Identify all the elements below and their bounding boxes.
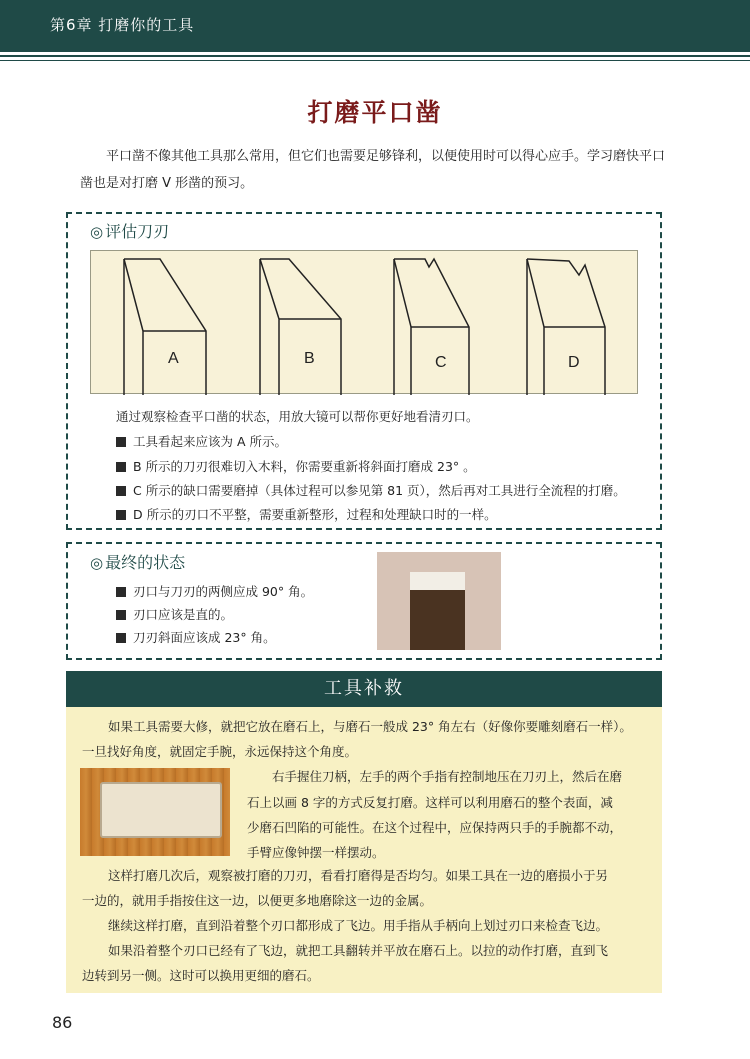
header-divider-thin bbox=[0, 60, 750, 61]
sharpening-stone-shape bbox=[100, 782, 222, 838]
chisel-b-outline bbox=[260, 259, 341, 395]
final-bullet-1 bbox=[116, 582, 313, 600]
assess-caption: 通过观察检查平口凿的状态，用放大镜可以帮你更好地看清刃口。 bbox=[116, 409, 479, 424]
square-bullet-icon bbox=[116, 610, 126, 620]
rescue-line: 一旦找好角度，就固定手腕，永远保持这个角度。 bbox=[82, 744, 358, 759]
bullet-text: C 所示的缺口需要磨掉（具体过程可以参见第 81 页），然后再对工具进行全流程的打磨。 bbox=[133, 483, 626, 498]
bullet-text: 刃口与刀刃的两侧应成 90° 角。 bbox=[133, 584, 314, 599]
chisel-tip-shape bbox=[410, 572, 465, 590]
chisel-label-d: D bbox=[568, 354, 580, 371]
rescue-line: 右手握住刀柄，左手的两个手指有控制地压在刀刃上，然后在磨 bbox=[272, 769, 623, 784]
rescue-line: 如果工具需要大修，就把它放在磨石上，与磨石一般成 23° 角左右（好像你要雕刻磨石一样）。 bbox=[108, 719, 632, 734]
page-number: 86 bbox=[52, 1013, 73, 1032]
bullet-text: B 所示的刀刃很难切入木料，你需要重新将斜面打磨成 23° 。 bbox=[133, 459, 476, 474]
bullet-text: 刀刃斜面应该成 23° 角。 bbox=[133, 630, 276, 645]
header-divider bbox=[0, 55, 750, 57]
rescue-heading: 工具补救 bbox=[66, 671, 662, 707]
sharpening-stone-photo bbox=[80, 768, 230, 856]
rescue-line: 手臂应像钟摆一样摆动。 bbox=[247, 845, 385, 860]
chapter-title: 第6章 打磨你的工具 bbox=[50, 16, 195, 34]
assess-heading bbox=[90, 219, 169, 242]
chisel-edge-diagram bbox=[90, 250, 638, 394]
rescue-line: 边转到另一侧。这时可以换用更细的磨石。 bbox=[82, 968, 320, 983]
final-bullet-2 bbox=[116, 605, 233, 623]
square-bullet-icon bbox=[116, 486, 126, 496]
rescue-line: 少磨石凹陷的可能性。在这个过程中，应保持两只手的手腕都不动， bbox=[247, 820, 623, 835]
rescue-line: 一边的，就用手指按住这一边，以便更多地磨除这一边的金属。 bbox=[82, 893, 433, 908]
square-bullet-icon bbox=[116, 587, 126, 597]
circle-bullet-icon: ◎ bbox=[90, 223, 104, 241]
square-bullet-icon bbox=[116, 437, 126, 447]
final-bullet-3 bbox=[116, 628, 276, 646]
chisel-edge-photo bbox=[377, 552, 501, 650]
rescue-line: 如果沿着整个刃口已经有了飞边，就把工具翻转并平放在磨石上。以拉的动作打磨，直到飞 bbox=[108, 943, 609, 958]
chisel-label-b: B bbox=[304, 350, 315, 367]
chisel-label-a: A bbox=[168, 350, 179, 367]
chapter-header-bar bbox=[0, 0, 750, 52]
intro-paragraph: 平口凿不像其他工具那么常用，但它们也需要足够锋利，以便使用时可以得心应手。学习磨快平口凿也是对打磨 V 形凿的预习。 bbox=[80, 149, 666, 191]
square-bullet-icon bbox=[116, 633, 126, 643]
assess-bullet-2 bbox=[116, 457, 476, 475]
final-heading bbox=[90, 550, 185, 573]
assess-bullet-3 bbox=[116, 481, 626, 499]
page-title: 打磨平口凿 bbox=[307, 98, 443, 127]
square-bullet-icon bbox=[116, 510, 126, 520]
chisel-a-outline bbox=[124, 259, 206, 395]
circle-bullet-icon: ◎ bbox=[90, 554, 104, 572]
rescue-line: 继续这样打磨，直到沿着整个刃口都形成了飞边。用手指从手柄向上划过刃口来检查飞边。 bbox=[108, 918, 609, 933]
bullet-text: 工具看起来应该为 A 所示。 bbox=[133, 434, 287, 449]
square-bullet-icon bbox=[116, 462, 126, 472]
rescue-line: 石上以画 8 字的方式反复打磨。这样可以利用磨石的整个表面，减 bbox=[247, 795, 613, 810]
chisel-blade-shape bbox=[410, 582, 465, 650]
chisel-label-c: C bbox=[435, 354, 447, 371]
rescue-line: 这样打磨几次后，观察被打磨的刀刃，看看打磨得是否均匀。如果工具在一边的磨损小于另 bbox=[108, 868, 609, 883]
bullet-text: D 所示的刃口不平整，需要重新整形，过程和处理缺口时的一样。 bbox=[133, 507, 497, 522]
final-heading-text: 最终的状态 bbox=[105, 553, 186, 572]
assess-heading-text: 评估刀刃 bbox=[105, 222, 170, 241]
assess-bullet-1 bbox=[116, 432, 287, 450]
assess-bullet-4 bbox=[116, 505, 497, 523]
bullet-text: 刃口应该是直的。 bbox=[133, 607, 234, 622]
